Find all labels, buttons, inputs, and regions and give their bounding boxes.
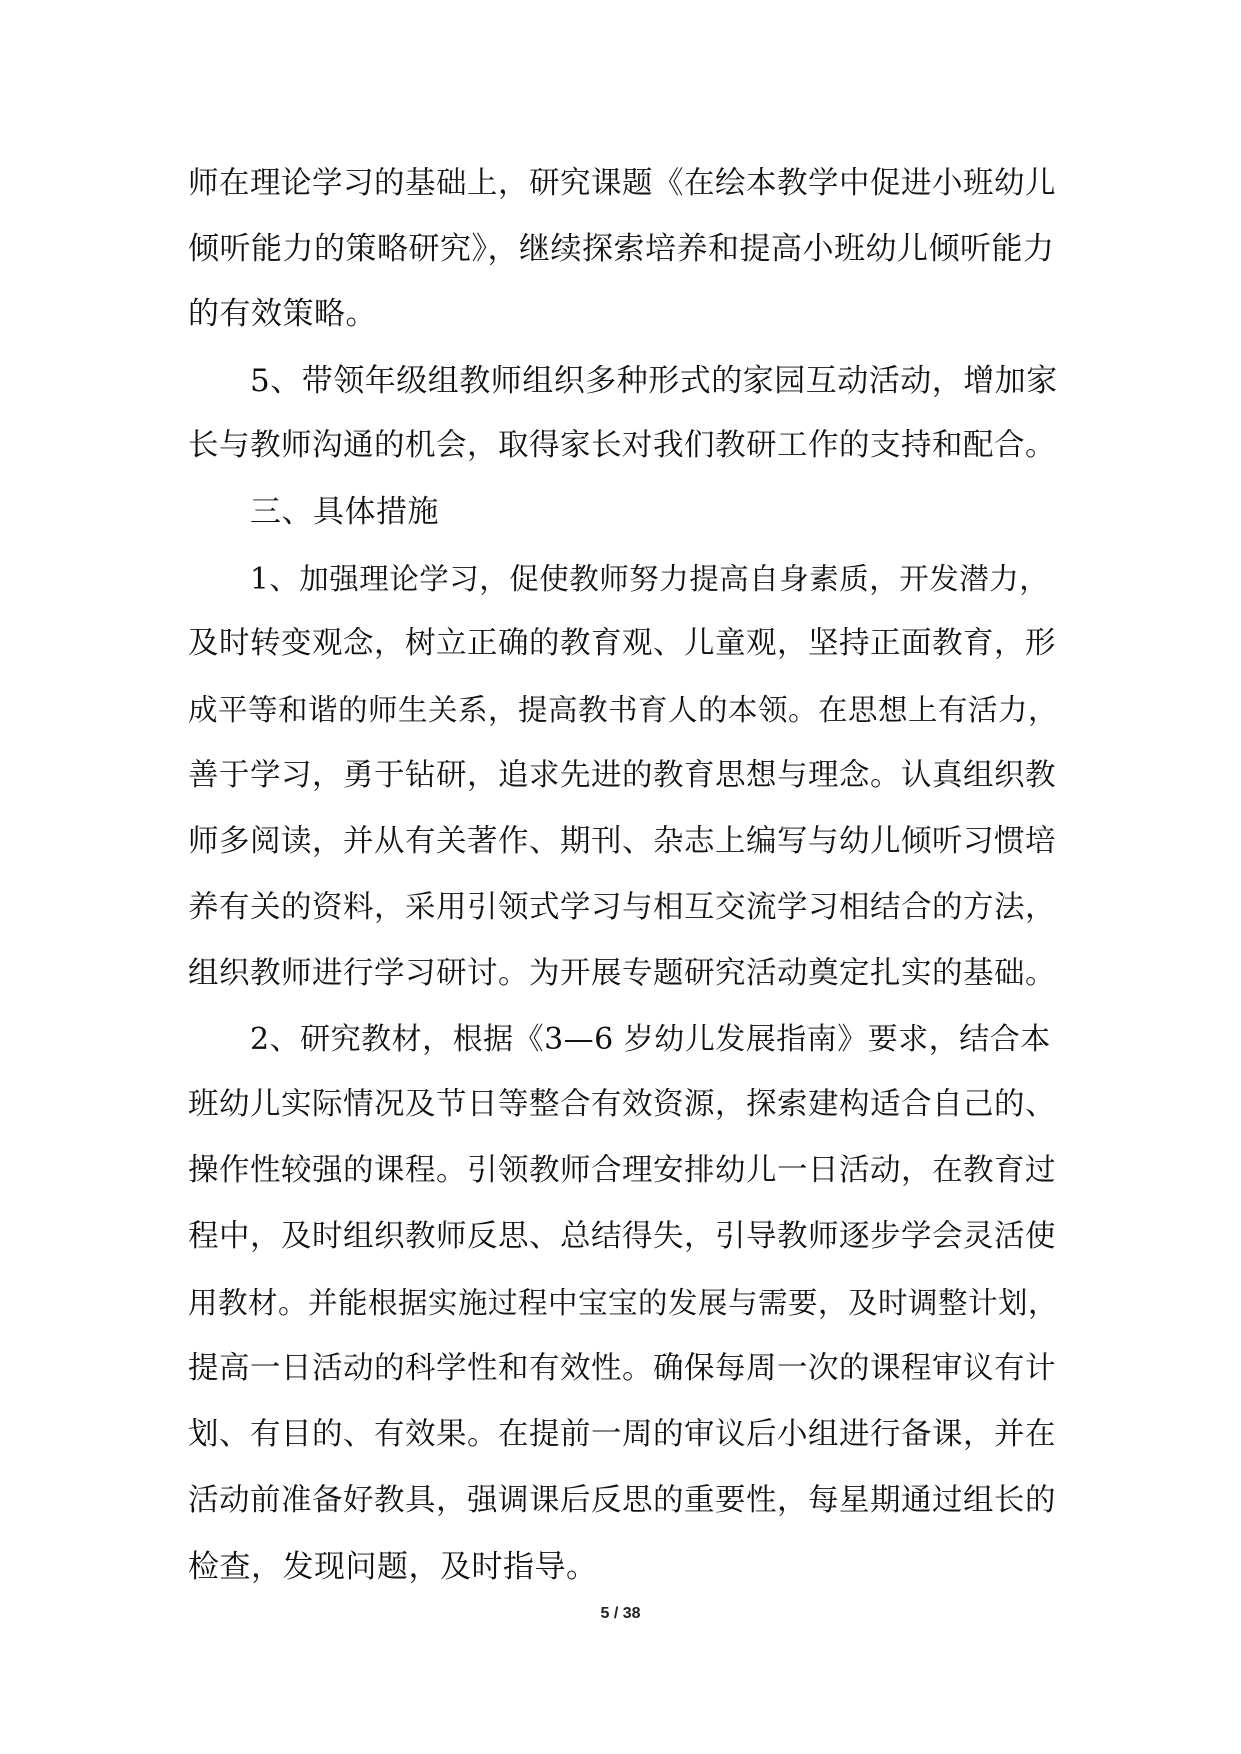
paragraph-line: 成平等和谐的师生关系，提高教书育人的本领。在思想上有活力， — [188, 693, 1059, 727]
paragraph-line: 提高一日活动的科学性和有效性。确保每周一次的课程审议有计 — [188, 1351, 1056, 1386]
paragraph-line: 倾听能力的策略研究》，继续探索培养和提高小班幼儿倾听能力 — [188, 231, 1055, 267]
paragraph-line: 1、加强理论学习，促使教师努力提高自身素质，开发潜力， — [250, 562, 1050, 596]
paragraph-line: 活动前准备好教具，强调课后反思的重要性，每星期通过组长的 — [188, 1483, 1056, 1518]
paragraph-line: 划、有目的、有效果。在提前一周的审议后小组进行备课，并在 — [188, 1417, 1056, 1452]
paragraph-line: 班幼儿实际情况及节日等整合有效资源，探索建构适合自己的、 — [188, 1087, 1056, 1122]
paragraph-line: 及时转变观念，树立正确的教育观、儿童观，坚持正面教育，形 — [188, 626, 1056, 661]
paragraph-line: 5、带领年级组教师组织多种形式的家园互动活动，增加家 — [250, 363, 1058, 399]
page-number: 5 / 38 — [600, 1605, 641, 1622]
paragraph-line: 长与教师沟通的机会，取得家长对我们教研工作的支持和配合。 — [188, 428, 1056, 463]
paragraph-line: 用教材。并能根据实施过程中宝宝的发展与需要，及时调整计划， — [188, 1286, 1059, 1320]
paragraph-line: 操作性较强的课程。引领教师合理安排幼儿一日活动，在教育过 — [188, 1153, 1056, 1188]
paragraph-line: 组织教师进行学习研讨。为开展专题研究活动奠定扎实的基础。 — [188, 956, 1056, 991]
section-heading: 三、具体措施 — [250, 494, 439, 530]
paragraph-line: 养有关的资料，采用引领式学习与相互交流学习相结合的方法， — [188, 890, 1056, 925]
paragraph-line: 2、研究教材，根据《3—6 岁幼儿发展指南》要求，结合本 — [250, 1022, 1051, 1057]
paragraph-line: 师多阅读，并从有关著作、期刊、杂志上编写与幼儿倾听习惯培 — [188, 824, 1056, 859]
paragraph-line: 的有效策略。 — [188, 296, 377, 332]
paragraph-line: 善于学习，勇于钻研，追求先进的教育思想与理念。认真组织教 — [188, 758, 1056, 793]
paragraph-line: 检查，发现问题，及时指导。 — [188, 1549, 598, 1585]
paragraph-line: 师在理论学习的基础上，研究课题《在绘本教学中促进小班幼儿 — [188, 166, 1056, 201]
paragraph-line: 程中，及时组织教师反思、总结得失，引导教师逐步学会灵活使 — [188, 1219, 1056, 1254]
